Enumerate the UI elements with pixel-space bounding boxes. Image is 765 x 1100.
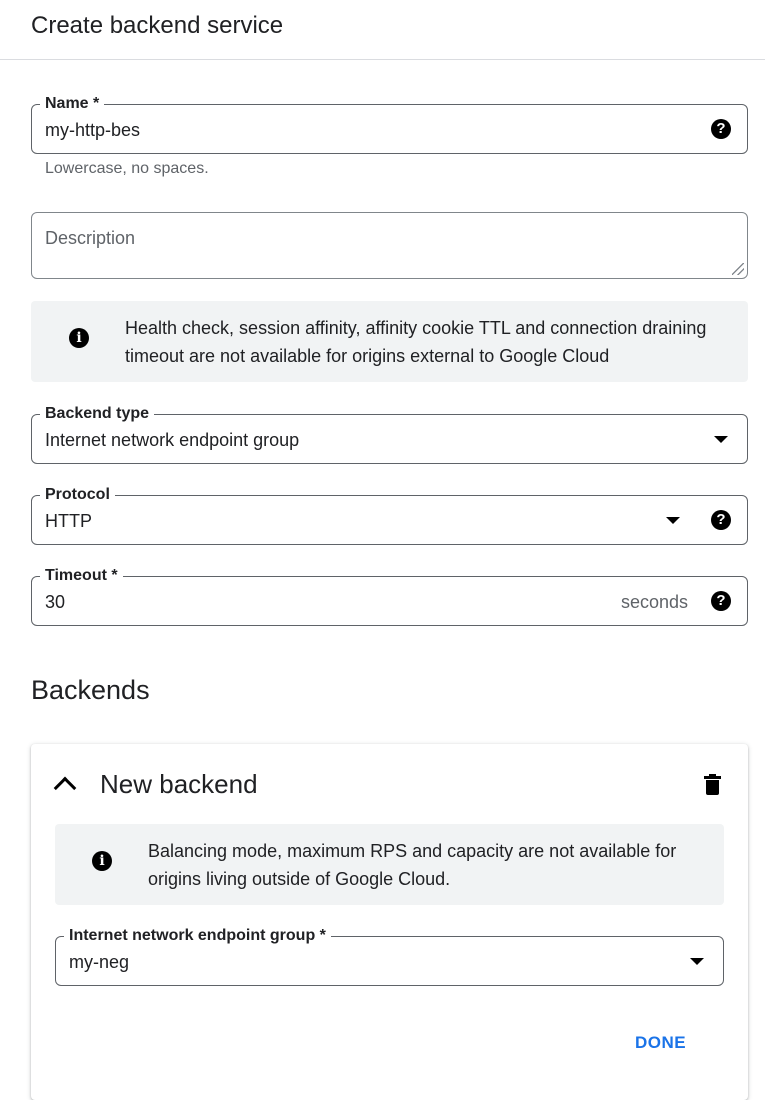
name-label: Name * (40, 95, 104, 113)
timeout-field[interactable] (31, 567, 748, 626)
info-banner-health (31, 301, 748, 382)
info-text-line2: timeout are not available for origins external to Google Cloud (125, 346, 610, 366)
info-icon: i (69, 328, 89, 348)
info-text-line1: Health check, session affinity, affinity cookie TTL and connection draining (125, 318, 707, 338)
info-text-line1: Balancing mode, maximum RPS and capacity are not available for (148, 841, 677, 861)
description-field[interactable] (31, 212, 748, 279)
chevron-up-icon[interactable] (54, 777, 77, 800)
resize-handle[interactable] (732, 263, 744, 275)
chevron-down-icon (666, 517, 680, 524)
page-header (0, 0, 765, 60)
help-icon[interactable]: ? (711, 119, 731, 139)
protocol-value: HTTP (45, 511, 92, 531)
backend-type-label: Backend type (40, 405, 154, 423)
backend-card (31, 744, 748, 1100)
page-title: Create backend service (31, 12, 284, 39)
backend-type-select[interactable] (31, 405, 748, 464)
info-banner-balancing (55, 824, 724, 905)
name-input[interactable]: my-http-bes (45, 120, 141, 140)
chevron-down-icon (690, 958, 704, 965)
backend-type-value: Internet network endpoint group (45, 430, 300, 450)
name-field[interactable] (31, 95, 748, 154)
timeout-label: Timeout * (40, 567, 123, 585)
chevron-down-icon (714, 436, 728, 443)
protocol-label: Protocol (40, 486, 115, 504)
info-icon: i (92, 851, 112, 871)
neg-select[interactable] (55, 927, 724, 986)
neg-value: my-neg (69, 952, 130, 972)
description-placeholder: Description (45, 228, 136, 248)
backend-card-title: New backend (100, 769, 258, 799)
delete-icon[interactable] (704, 774, 721, 796)
neg-label: Internet network endpoint group * (64, 927, 331, 945)
backends-section-title: Backends (31, 675, 150, 705)
help-icon[interactable]: ? (711, 510, 731, 530)
timeout-unit: seconds (621, 592, 689, 612)
name-hint: Lowercase, no spaces. (45, 160, 209, 177)
done-button[interactable]: DONE (635, 1033, 687, 1052)
info-text-line2: origins living outside of Google Cloud. (148, 869, 451, 889)
protocol-select[interactable] (31, 486, 748, 545)
help-icon[interactable]: ? (711, 591, 731, 611)
timeout-input[interactable]: 30 (45, 592, 66, 612)
